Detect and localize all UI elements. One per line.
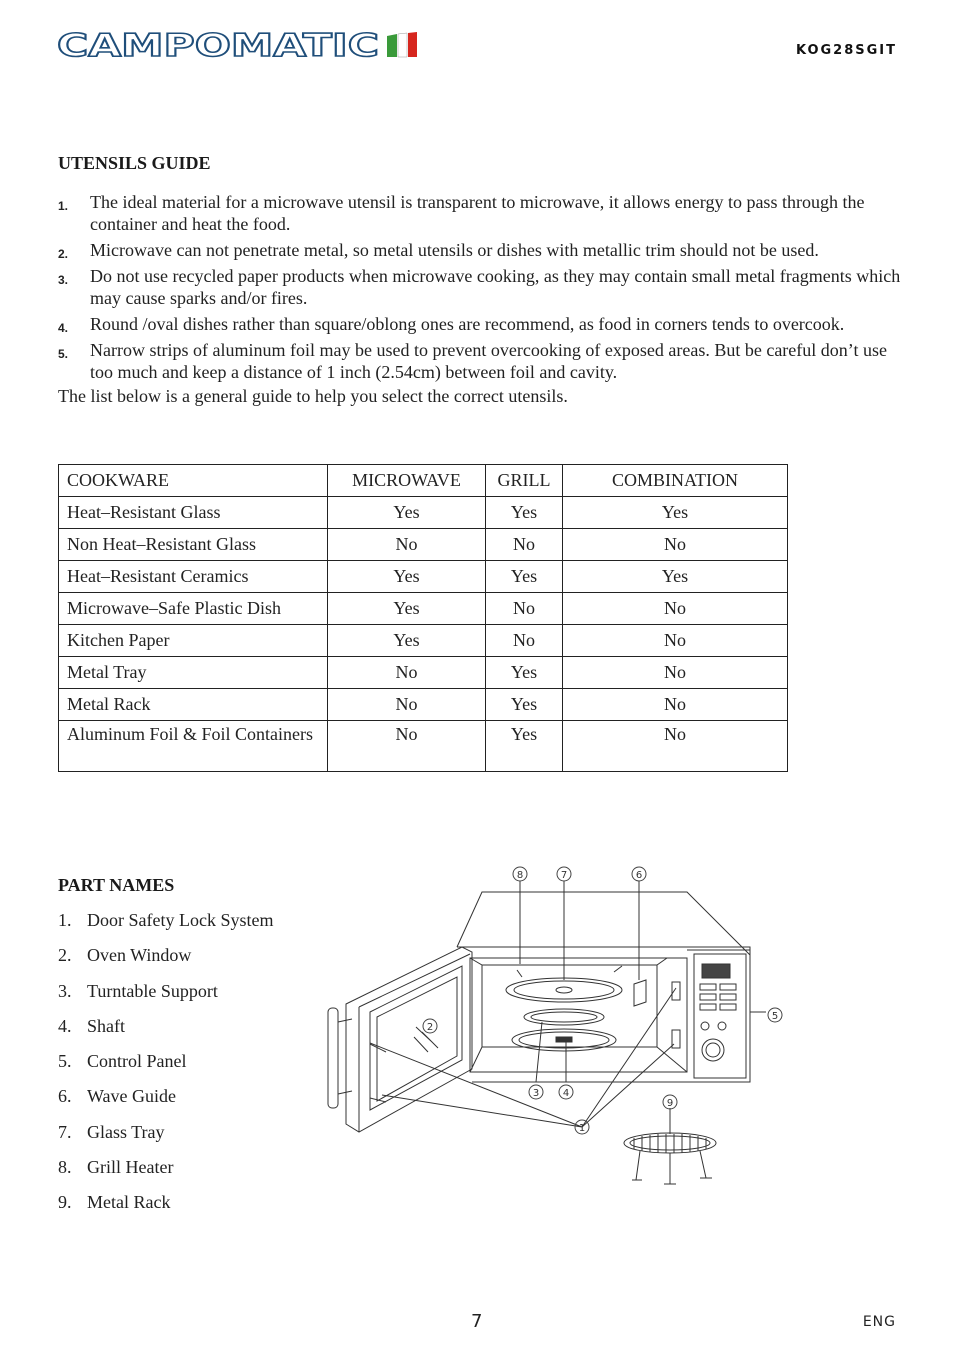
callout-label: 6 <box>635 870 643 881</box>
table-cell: No <box>486 625 563 657</box>
list-item: 5. Narrow strips of aluminum foil may be used to prevent overcooking of exposed areas. But be careful don’t use too much and keep a distance of 1 inch (2.54cm) between foil and cavity. <box>58 340 887 382</box>
callout-label: 9 <box>666 1098 674 1109</box>
table-cell: No <box>328 689 486 721</box>
callout-label: 7 <box>560 870 568 881</box>
table-cell: No <box>563 529 788 561</box>
column-header: GRILL <box>486 465 563 497</box>
list-item: 7. Glass Tray <box>58 1121 165 1142</box>
column-header: COOKWARE <box>59 465 328 497</box>
list-item: 1. The ideal material for a microwave utensil is transparent to microwave, it allows energy to pass through the container and heat the food. <box>58 192 865 234</box>
table-cell: Microwave–Safe Plastic Dish <box>59 593 328 625</box>
column-header: MICROWAVE <box>328 465 486 497</box>
table-row <box>59 721 788 772</box>
table-cell: Heat–Resistant Glass <box>59 497 328 529</box>
table-cell: Yes <box>486 497 563 529</box>
list-item: 3. Turntable Support <box>58 980 218 1001</box>
list-item: 4. Shaft <box>58 1015 125 1036</box>
table-row <box>59 561 788 593</box>
table-cell: No <box>328 657 486 689</box>
list-item: 9. Metal Rack <box>58 1192 171 1213</box>
callout-label: 4 <box>562 1088 570 1099</box>
table-cell: Kitchen Paper <box>59 625 328 657</box>
model-number: KOG28SGIT <box>795 43 897 58</box>
list-item: 1. Door Safety Lock System <box>58 910 274 930</box>
campomatic-logo <box>57 30 419 60</box>
microwave-diagram <box>322 862 792 1192</box>
table-header-row <box>59 465 788 497</box>
table-cell: Yes <box>486 657 563 689</box>
page-number: 7 <box>471 1311 483 1332</box>
table-cell: No <box>328 721 486 772</box>
list-item: 2. Microwave can not penetrate metal, so metal utensils or dishes with metallic trim should not be used. <box>58 240 819 261</box>
table-cell: Yes <box>486 721 563 772</box>
list-item: 5. Control Panel <box>58 1051 187 1072</box>
table-cell: No <box>563 657 788 689</box>
table-row <box>59 593 788 625</box>
table-cell: Yes <box>563 497 788 529</box>
utensils-list <box>58 191 903 387</box>
table-row <box>59 625 788 657</box>
utensils-guide-title: UTENSILS GUIDE <box>58 153 211 173</box>
table-cell: Yes <box>486 689 563 721</box>
table-cell: Yes <box>328 561 486 593</box>
callout-label: 3 <box>532 1088 540 1099</box>
language-label: ENG <box>862 1314 896 1330</box>
table-row <box>59 689 788 721</box>
part-names-title: PART NAMES <box>58 875 175 895</box>
table-cell: Yes <box>328 593 486 625</box>
list-item: 2. Oven Window <box>58 945 192 966</box>
table-cell: Heat–Resistant Ceramics <box>59 561 328 593</box>
table-cell: No <box>563 721 788 772</box>
callout-label: 1 <box>578 1123 586 1134</box>
list-item: 3. Do not use recycled paper products when microwave cooking, as they may contain small metal fragments which may cause sparks and/or fires. <box>58 266 901 308</box>
table-cell: No <box>563 689 788 721</box>
table-cell: Yes <box>328 497 486 529</box>
table-cell: Metal Rack <box>59 689 328 721</box>
column-header: COMBINATION <box>563 465 788 497</box>
table-cell: No <box>563 625 788 657</box>
table-cell: No <box>486 593 563 625</box>
table-cell: Yes <box>486 561 563 593</box>
list-item: 4. Round /oval dishes rather than square/oblong ones are recommend, as food in corners tends to overcook. <box>58 314 845 335</box>
table-cell: No <box>328 529 486 561</box>
italian-flag-icon <box>387 32 417 57</box>
cookware-table <box>58 464 788 772</box>
list-item: 6. Wave Guide <box>58 1086 177 1107</box>
list-item: 8. Grill Heater <box>58 1157 174 1178</box>
table-cell: Metal Tray <box>59 657 328 689</box>
table-cell: Aluminum Foil & Foil Containers <box>59 721 328 772</box>
callout-label: 8 <box>516 870 524 881</box>
svg-text:CAMPOMATIC: CAMPOMATIC <box>57 30 379 60</box>
table-cell: No <box>486 529 563 561</box>
table-cell: No <box>563 593 788 625</box>
callout-label: 2 <box>426 1022 434 1033</box>
part-names-list <box>58 910 273 1228</box>
utensils-guide-note: The list below is a general guide to help you select the correct utensils. <box>58 386 568 406</box>
table-cell: Yes <box>328 625 486 657</box>
table-row <box>59 497 788 529</box>
table-cell: Yes <box>563 561 788 593</box>
table-row <box>59 529 788 561</box>
callout-label: 5 <box>771 1011 779 1022</box>
table-cell: Non Heat–Resistant Glass <box>59 529 328 561</box>
table-row <box>59 657 788 689</box>
